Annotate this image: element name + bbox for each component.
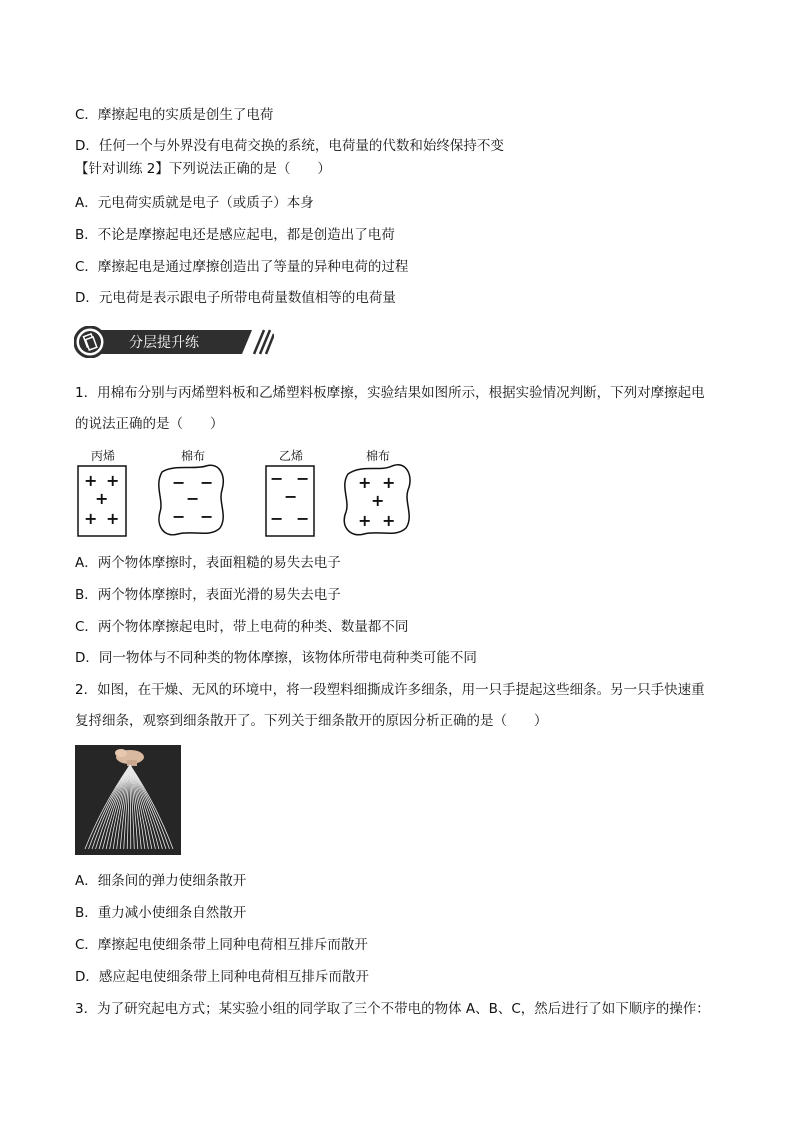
q2-option-a: A．细条间的弹力使细条散开 [75, 873, 247, 889]
training2-option-a: A．元电荷实质就是电子（或质子）本身 [75, 195, 314, 211]
plastic-strips [85, 765, 173, 849]
minus-sign: − [296, 509, 310, 528]
section-title: 分层提升练 [129, 335, 199, 351]
minus-sign: − [200, 473, 214, 492]
minus-sign: − [200, 507, 214, 526]
training2-option-c: C．摩擦起电是通过摩擦创造出了等量的异种电荷的过程 [75, 259, 409, 275]
q1-option-c: C．两个物体摩擦起电时，带上电荷的种类、数量都不同 [75, 619, 409, 635]
training2-option-b: B．不论是摩擦起电还是感应起电，都是创造出了电荷 [75, 227, 395, 243]
minus-sign: − [172, 507, 186, 526]
plus-sign: + [106, 509, 120, 528]
q2-photo-plastic-strips [75, 745, 181, 855]
plastic-strips-illustration [75, 745, 181, 855]
q1-stem-line2: 的说法正确的是（ ） [75, 416, 224, 432]
option-c-top: C．摩擦起电的实质是创生了电荷 [75, 107, 274, 123]
q2-option-d: D．感应起电使细条带上同种电荷相互排斥而散开 [75, 969, 369, 985]
minus-sign: − [284, 487, 298, 506]
plus-sign: + [382, 511, 396, 530]
minus-sign: − [270, 469, 284, 488]
plus-sign: + [95, 489, 109, 508]
stripe-decoration [254, 330, 274, 354]
plus-sign: + [358, 473, 372, 492]
q2-option-c: C．摩擦起电使细条带上同种电荷相互排斥而散开 [75, 937, 368, 953]
stacked-pages-icon [75, 327, 105, 357]
plus-sign: + [84, 471, 98, 490]
plus-sign: + [358, 511, 372, 530]
plus-sign: + [382, 473, 396, 492]
section-banner [74, 326, 274, 358]
q2-stem-line1: 2．如图，在干燥、无风的环境中，将一段塑料细撕成许多细条，用一只手提起这些细条。另一只手快速重 [75, 682, 705, 698]
q1-stem-line1: 1．用棉布分别与丙烯塑料板和乙烯塑料板摩擦，实验结果如图所示，根据实验情况判断，下列对摩擦起电 [75, 385, 705, 401]
plus-sign: + [106, 471, 120, 490]
training2-option-d: D．元电荷是表示跟电子所带电荷量数值相等的电荷量 [75, 290, 396, 306]
q3-stem-line1: 3．为了研究起电方式；某实验小组的同学取了三个不带电的物体 A、B、C，然后进行了如下顺序的操作： [75, 1001, 710, 1017]
minus-sign: − [172, 473, 186, 492]
option-d-top: D．任何一个与外界没有电荷交换的系统，电荷量的代数和始终保持不变 [75, 138, 504, 154]
q2-stem-line2: 复捋细条，观察到细条散开了。下列关于细条散开的原因分析正确的是（ ） [75, 713, 548, 729]
label-cotton-2: 棉布 [366, 449, 391, 463]
q1-option-d: D．同一物体与不同种类的物体摩擦，该物体所带电荷种类可能不同 [75, 650, 477, 666]
label-ethylene: 乙烯 [279, 449, 304, 463]
label-cotton-1: 棉布 [181, 449, 206, 463]
minus-sign: − [186, 489, 200, 508]
q1-figure [74, 446, 424, 538]
hand-icon [115, 749, 144, 766]
plus-sign: + [371, 491, 385, 510]
plus-sign: + [84, 509, 98, 528]
minus-sign: − [270, 509, 284, 528]
minus-sign: − [296, 469, 310, 488]
training2-question: 【针对训练 2】下列说法正确的是（ ） [75, 161, 331, 177]
label-propylene: 丙烯 [91, 449, 116, 463]
q1-option-b: B．两个物体摩擦时，表面光滑的易失去电子 [75, 587, 341, 603]
q2-option-b: B．重力减小使细条自然散开 [75, 905, 247, 921]
q1-option-a: A．两个物体摩擦时，表面粗糙的易失去电子 [75, 555, 341, 571]
